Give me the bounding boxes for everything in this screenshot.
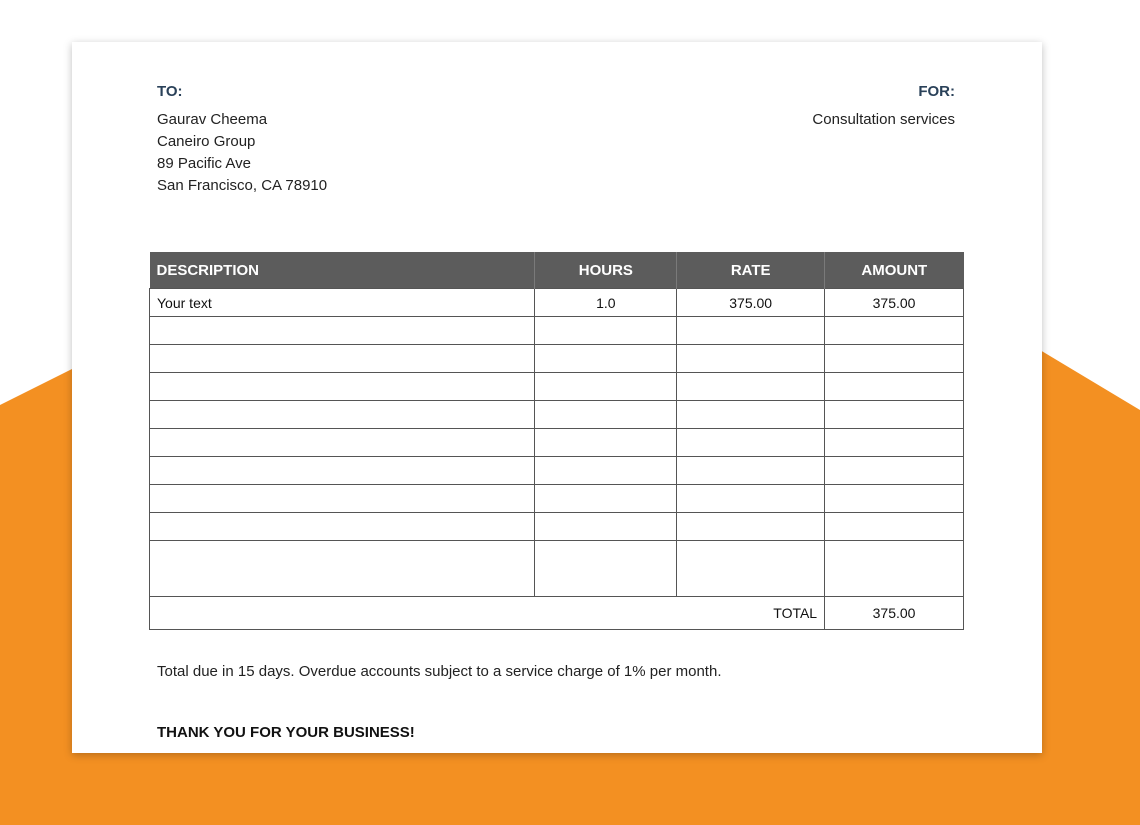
hours-cell[interactable] <box>535 513 677 541</box>
amount-cell[interactable] <box>825 457 964 485</box>
header-description: DESCRIPTION <box>150 252 535 289</box>
to-label: TO: <box>157 83 183 100</box>
table-row <box>150 429 964 457</box>
description-cell[interactable] <box>150 457 535 485</box>
amount-cell[interactable] <box>825 317 964 345</box>
hours-cell[interactable] <box>535 373 677 401</box>
amount-cell[interactable] <box>825 429 964 457</box>
amount-cell[interactable] <box>825 401 964 429</box>
recipient-street: 89 Pacific Ave <box>157 155 251 172</box>
rate-cell[interactable] <box>677 541 825 597</box>
hours-cell[interactable] <box>535 345 677 373</box>
invoice-page <box>72 42 1042 753</box>
payment-terms-note: Total due in 15 days. Overdue accounts subject to a service charge of 1% per month. <box>157 663 722 680</box>
table-row <box>150 289 964 317</box>
table-header-row <box>150 252 964 289</box>
amount-cell[interactable] <box>825 513 964 541</box>
total-label: TOTAL <box>150 597 825 630</box>
for-value: Consultation services <box>812 111 955 128</box>
header-hours: HOURS <box>535 252 677 289</box>
amount-cell[interactable] <box>825 541 964 597</box>
total-row <box>150 597 964 630</box>
rate-cell[interactable] <box>677 317 825 345</box>
description-cell[interactable] <box>150 513 535 541</box>
hours-cell[interactable]: 1.0 <box>535 289 677 317</box>
thank-you-message: THANK YOU FOR YOUR BUSINESS! <box>157 724 415 741</box>
table-row <box>150 401 964 429</box>
description-cell[interactable] <box>150 485 535 513</box>
rate-cell[interactable] <box>677 513 825 541</box>
header-amount: AMOUNT <box>825 252 964 289</box>
description-cell[interactable] <box>150 541 535 597</box>
description-cell[interactable] <box>150 345 535 373</box>
recipient-company: Caneiro Group <box>157 133 256 150</box>
description-cell[interactable]: Your text <box>150 289 535 317</box>
table-row <box>150 457 964 485</box>
amount-cell[interactable] <box>825 373 964 401</box>
rate-cell[interactable]: 375.00 <box>677 289 825 317</box>
recipient-city: San Francisco, CA 78910 <box>157 177 328 194</box>
description-cell[interactable] <box>150 401 535 429</box>
rate-cell[interactable] <box>677 429 825 457</box>
for-label: FOR: <box>918 83 955 100</box>
recipient-name: Gaurav Cheema <box>157 111 268 128</box>
hours-cell[interactable] <box>535 541 677 597</box>
hours-cell[interactable] <box>535 457 677 485</box>
description-cell[interactable] <box>150 373 535 401</box>
table-row <box>150 345 964 373</box>
hours-cell[interactable] <box>535 317 677 345</box>
rate-cell[interactable] <box>677 401 825 429</box>
header-rate: RATE <box>677 252 825 289</box>
amount-cell[interactable] <box>825 345 964 373</box>
invoice-table <box>149 252 964 630</box>
rate-cell[interactable] <box>677 373 825 401</box>
table-row <box>150 541 964 597</box>
hours-cell[interactable] <box>535 429 677 457</box>
rate-cell[interactable] <box>677 345 825 373</box>
total-value: 375.00 <box>825 597 964 630</box>
amount-cell[interactable] <box>825 485 964 513</box>
table-row <box>150 485 964 513</box>
rate-cell[interactable] <box>677 485 825 513</box>
table-row <box>150 513 964 541</box>
hours-cell[interactable] <box>535 485 677 513</box>
description-cell[interactable] <box>150 317 535 345</box>
table-row <box>150 373 964 401</box>
table-row <box>150 317 964 345</box>
description-cell[interactable] <box>150 429 535 457</box>
amount-cell[interactable]: 375.00 <box>825 289 964 317</box>
rate-cell[interactable] <box>677 457 825 485</box>
recipient-address <box>157 109 327 197</box>
hours-cell[interactable] <box>535 401 677 429</box>
